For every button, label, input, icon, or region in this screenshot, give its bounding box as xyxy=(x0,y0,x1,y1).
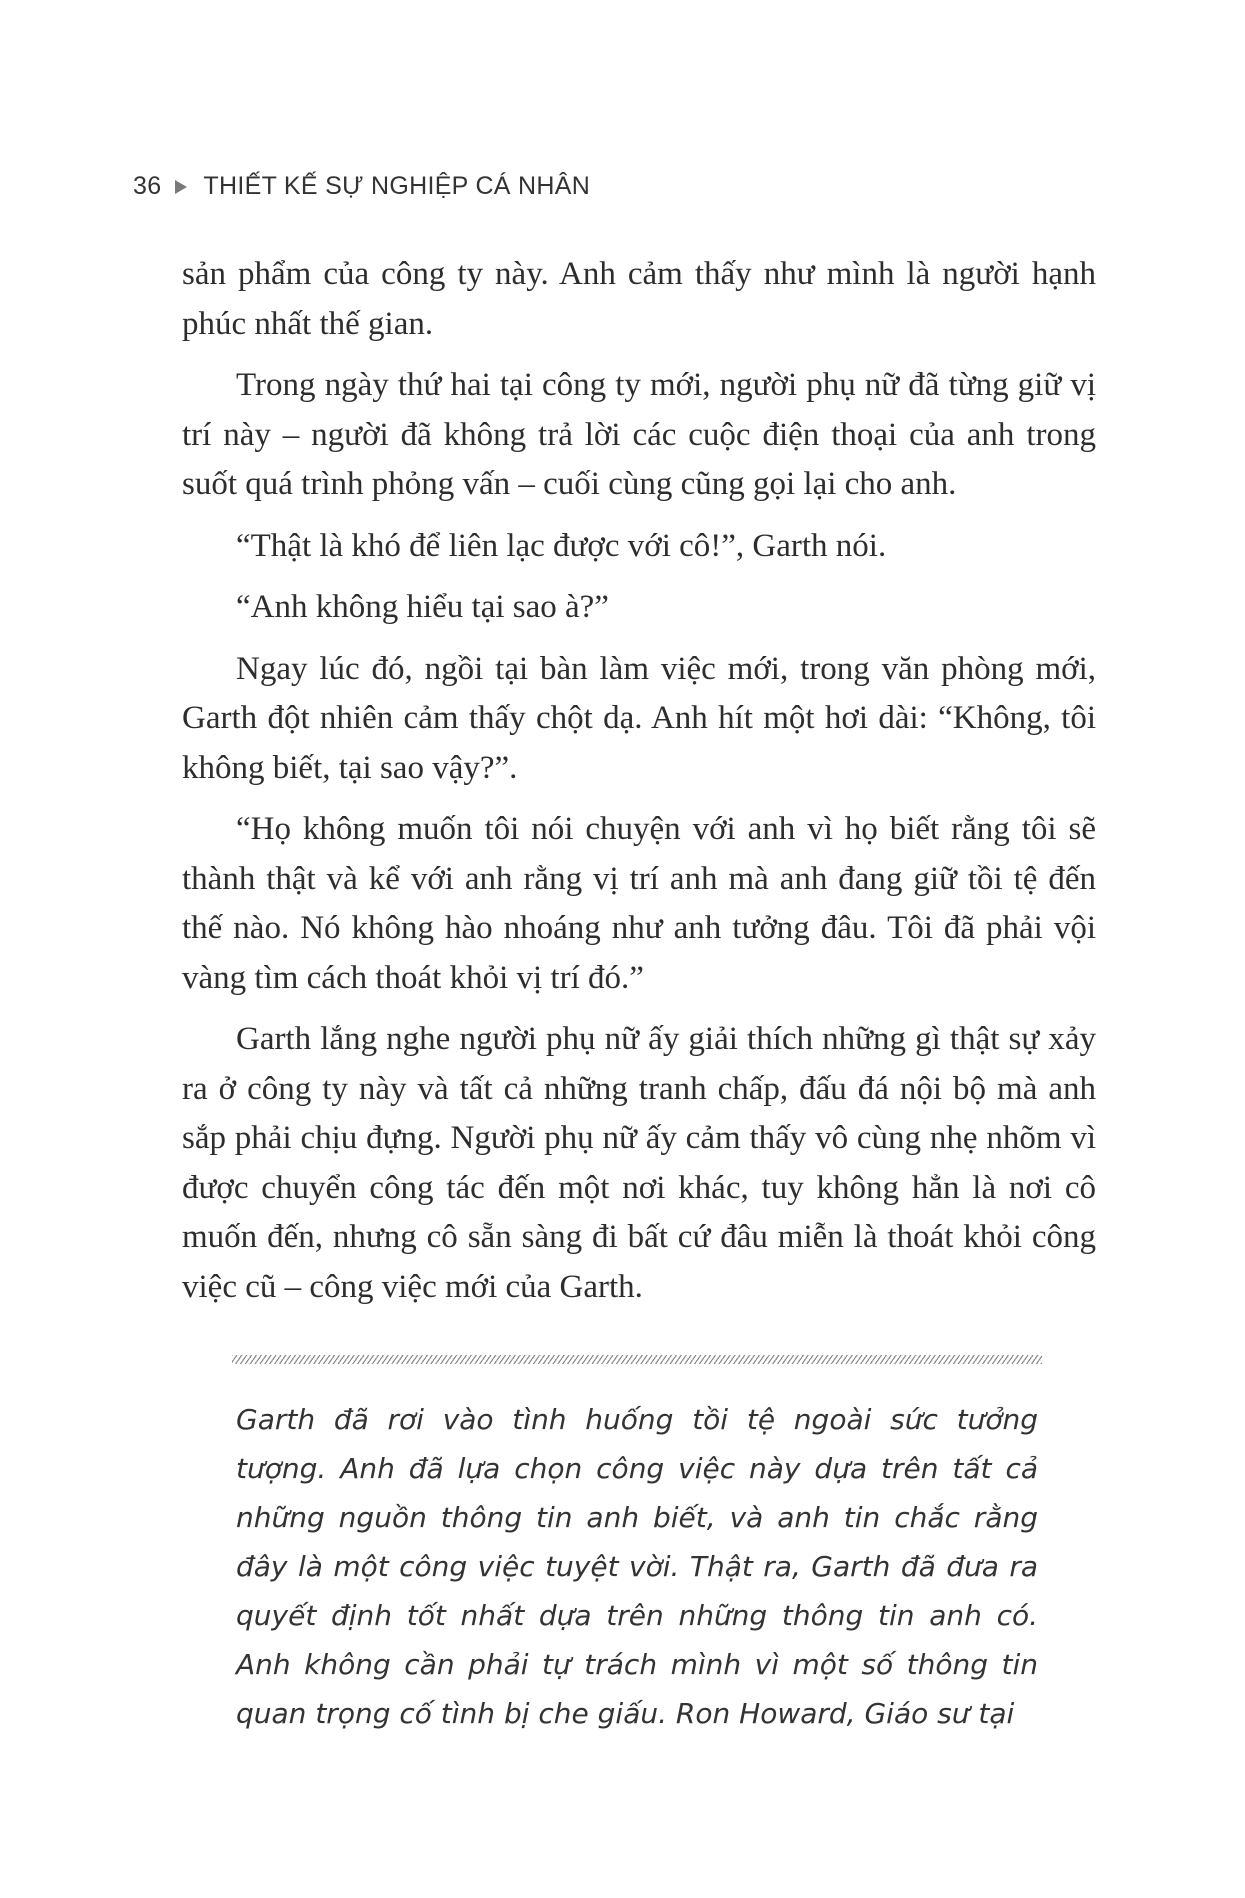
triangle-right-icon xyxy=(175,180,187,194)
paragraph-dialogue: “Thật là khó để liên lạc được với cô!”, Garth nói. xyxy=(236,527,887,564)
page-number: 36 xyxy=(133,172,162,200)
callout-text: Garth đã rơi vào tình huống tồi tệ ngoài sức tưởng tượng. Anh đã lựa chọn công việc này dựa trên tất cả những nguồn thông tin anh biết, và anh tin chắc rằng đây là một công việc tuyệt vời. Thật ra, Garth đã đưa ra quyết định tốt nhất dựa trên những thông tin anh có. Anh không cần phải tự trách mình vì một số thông tin quan trọng cố tình bị che giấu. Ron Howard, Giáo sư tại xyxy=(236,1403,1038,1730)
paragraph: Garth lắng nghe người phụ nữ ấy giải thích những gì thật sự xảy ra ở công ty này và tất cả những tranh chấp, đấu đá nội bộ mà anh sắp phải chịu đựng. Người phụ nữ ấy cảm thấy vô cùng nhẹ nhõm vì được chuyển công tác đến một nơi khác, tuy không hẳn là nơi cô muốn đến, nhưng cô sẵn sàng đi bất cứ đâu miễn là thoát khỏi công việc cũ – công việc mới của Garth. xyxy=(182,1021,1096,1305)
paragraph-continued: sản phẩm của công ty này. Anh cảm thấy như mình là người hạnh phúc nhất thế gian. xyxy=(182,256,1096,342)
chapter-title: THIẾT KẾ SỰ NGHIỆP CÁ NHÂN xyxy=(203,172,591,200)
paragraph-dialogue: “Anh không hiểu tại sao à?” xyxy=(236,589,609,625)
paragraph: Ngay lúc đó, ngồi tại bàn làm việc mới, trong văn phòng mới, Garth đột nhiên cảm thấy chột dạ. Anh hít một hơi dài: “Không, tôi không biết, tại sao vậy?”. xyxy=(182,650,1096,786)
paragraph-dialogue: “Họ không muốn tôi nói chuyện với anh vì họ biết rằng tôi sẽ thành thật và kể với anh rằng vị trí anh mà anh đang giữ tồi tệ đến thế nào. Nó không hào nhoáng như anh tưởng đâu. Tôi đã phải vội vàng tìm cách thoát khỏi vị trí đó.” xyxy=(182,811,1096,996)
hatched-divider xyxy=(232,1355,1042,1364)
running-header xyxy=(133,172,590,201)
body-text xyxy=(182,250,1096,1324)
paragraph: Trong ngày thứ hai tại công ty mới, người phụ nữ đã từng giữ vị trí này – người đã không trả lời các cuộc điện thoại của anh trong suốt quá trình phỏng vấn – cuối cùng cũng gọi lại cho anh. xyxy=(182,367,1096,502)
